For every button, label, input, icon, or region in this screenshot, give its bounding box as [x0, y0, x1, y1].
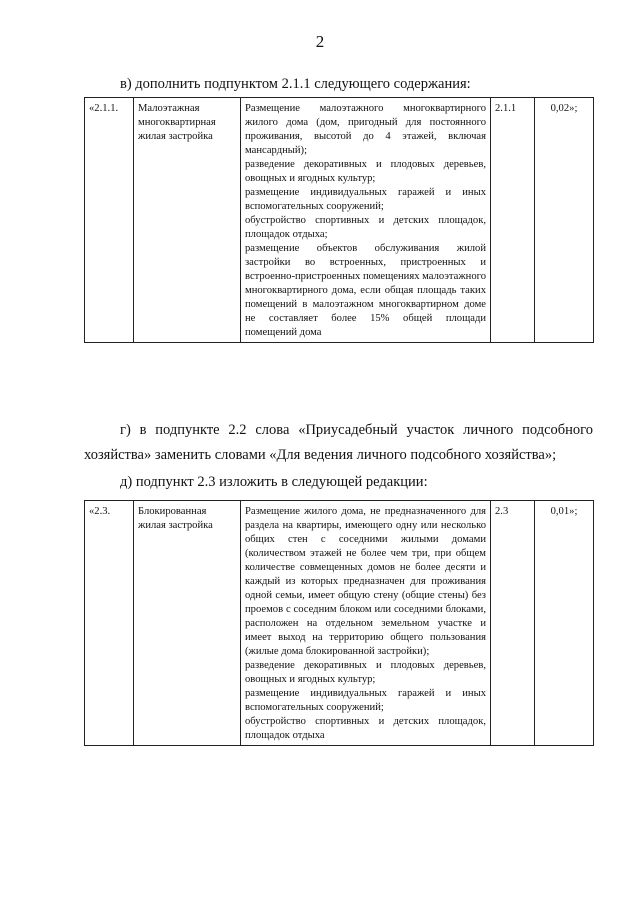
description-line: обустройство спортивных и детских площадок, площадок отдыха;	[245, 215, 486, 240]
land-use-table-2-3	[84, 500, 594, 746]
description-line: разведение декоративных и плодовых деревьев, овощных и ягодных культур;	[245, 159, 486, 184]
description-line: размещение индивидуальных гаражей и иных вспомогательных сооружений;	[245, 187, 486, 212]
paragraph-d: д) подпункт 2.3 изложить в следующей редакции:	[120, 474, 428, 490]
land-use-name: Блокированная жилая застройка	[134, 501, 241, 746]
paragraph-v: в) дополнить подпунктом 2.1.1 следующего содержания:	[120, 76, 471, 92]
land-use-code: 2.3	[491, 501, 535, 746]
description-line: обустройство спортивных и детских площадок, площадок отдыха	[245, 716, 486, 741]
item-number: «2.3.	[85, 501, 134, 746]
description-line: разведение декоративных и плодовых деревьев, овощных и ягодных культур;	[245, 660, 486, 685]
description-line: размещение индивидуальных гаражей и иных вспомогательных сооружений;	[245, 688, 486, 713]
paragraph-g: г) в подпункте 2.2 слова «Приусадебный участок личного подсобного хозяйства» заменить словами «Для ведения личного подсобного хозяйства»;	[84, 422, 593, 463]
land-use-table-2-1-1	[84, 97, 594, 343]
ratio-value: 0,02»;	[535, 98, 594, 343]
table-row	[85, 98, 594, 343]
description-line: Размещение малоэтажного многоквартирного жилого дома (дом, пригодный для постоянного проживания, высотой до 4 этажей, включая мансардный);	[245, 103, 486, 156]
land-use-description	[241, 98, 491, 343]
land-use-description	[241, 501, 491, 746]
description-line: размещение объектов обслуживания жилой застройки во встроенных, пристроенных и встроенно-пристроенных помещениях малоэтажного многоквартирного дома, если общая площадь таких помещений в малоэтажном многоквартирном доме не составляет более 15% общей площади помещений дома	[245, 243, 486, 338]
ratio-value: 0,01»;	[535, 501, 594, 746]
description-line: Размещение жилого дома, не предназначенного для раздела на квартиры, имеющего одну или несколько общих стен с соседними жилыми домами (количеством этажей не более чем три, при общем количестве совмещенных домов не более десяти и каждый из которых предназначен для проживания одной семьи, имеет общую стену (общие стены) без проемов с соседним блоком или соседними блоками, расположен на отдельном земельном участке и имеет выход на территорию общего пользования (жилые дома блокированной застройки);	[245, 506, 486, 657]
item-number: «2.1.1.	[85, 98, 134, 343]
page-number: 2	[315, 32, 325, 51]
land-use-code: 2.1.1	[491, 98, 535, 343]
land-use-name: Малоэтажная многоквартирная жилая застройка	[134, 98, 241, 343]
table-row	[85, 501, 594, 746]
